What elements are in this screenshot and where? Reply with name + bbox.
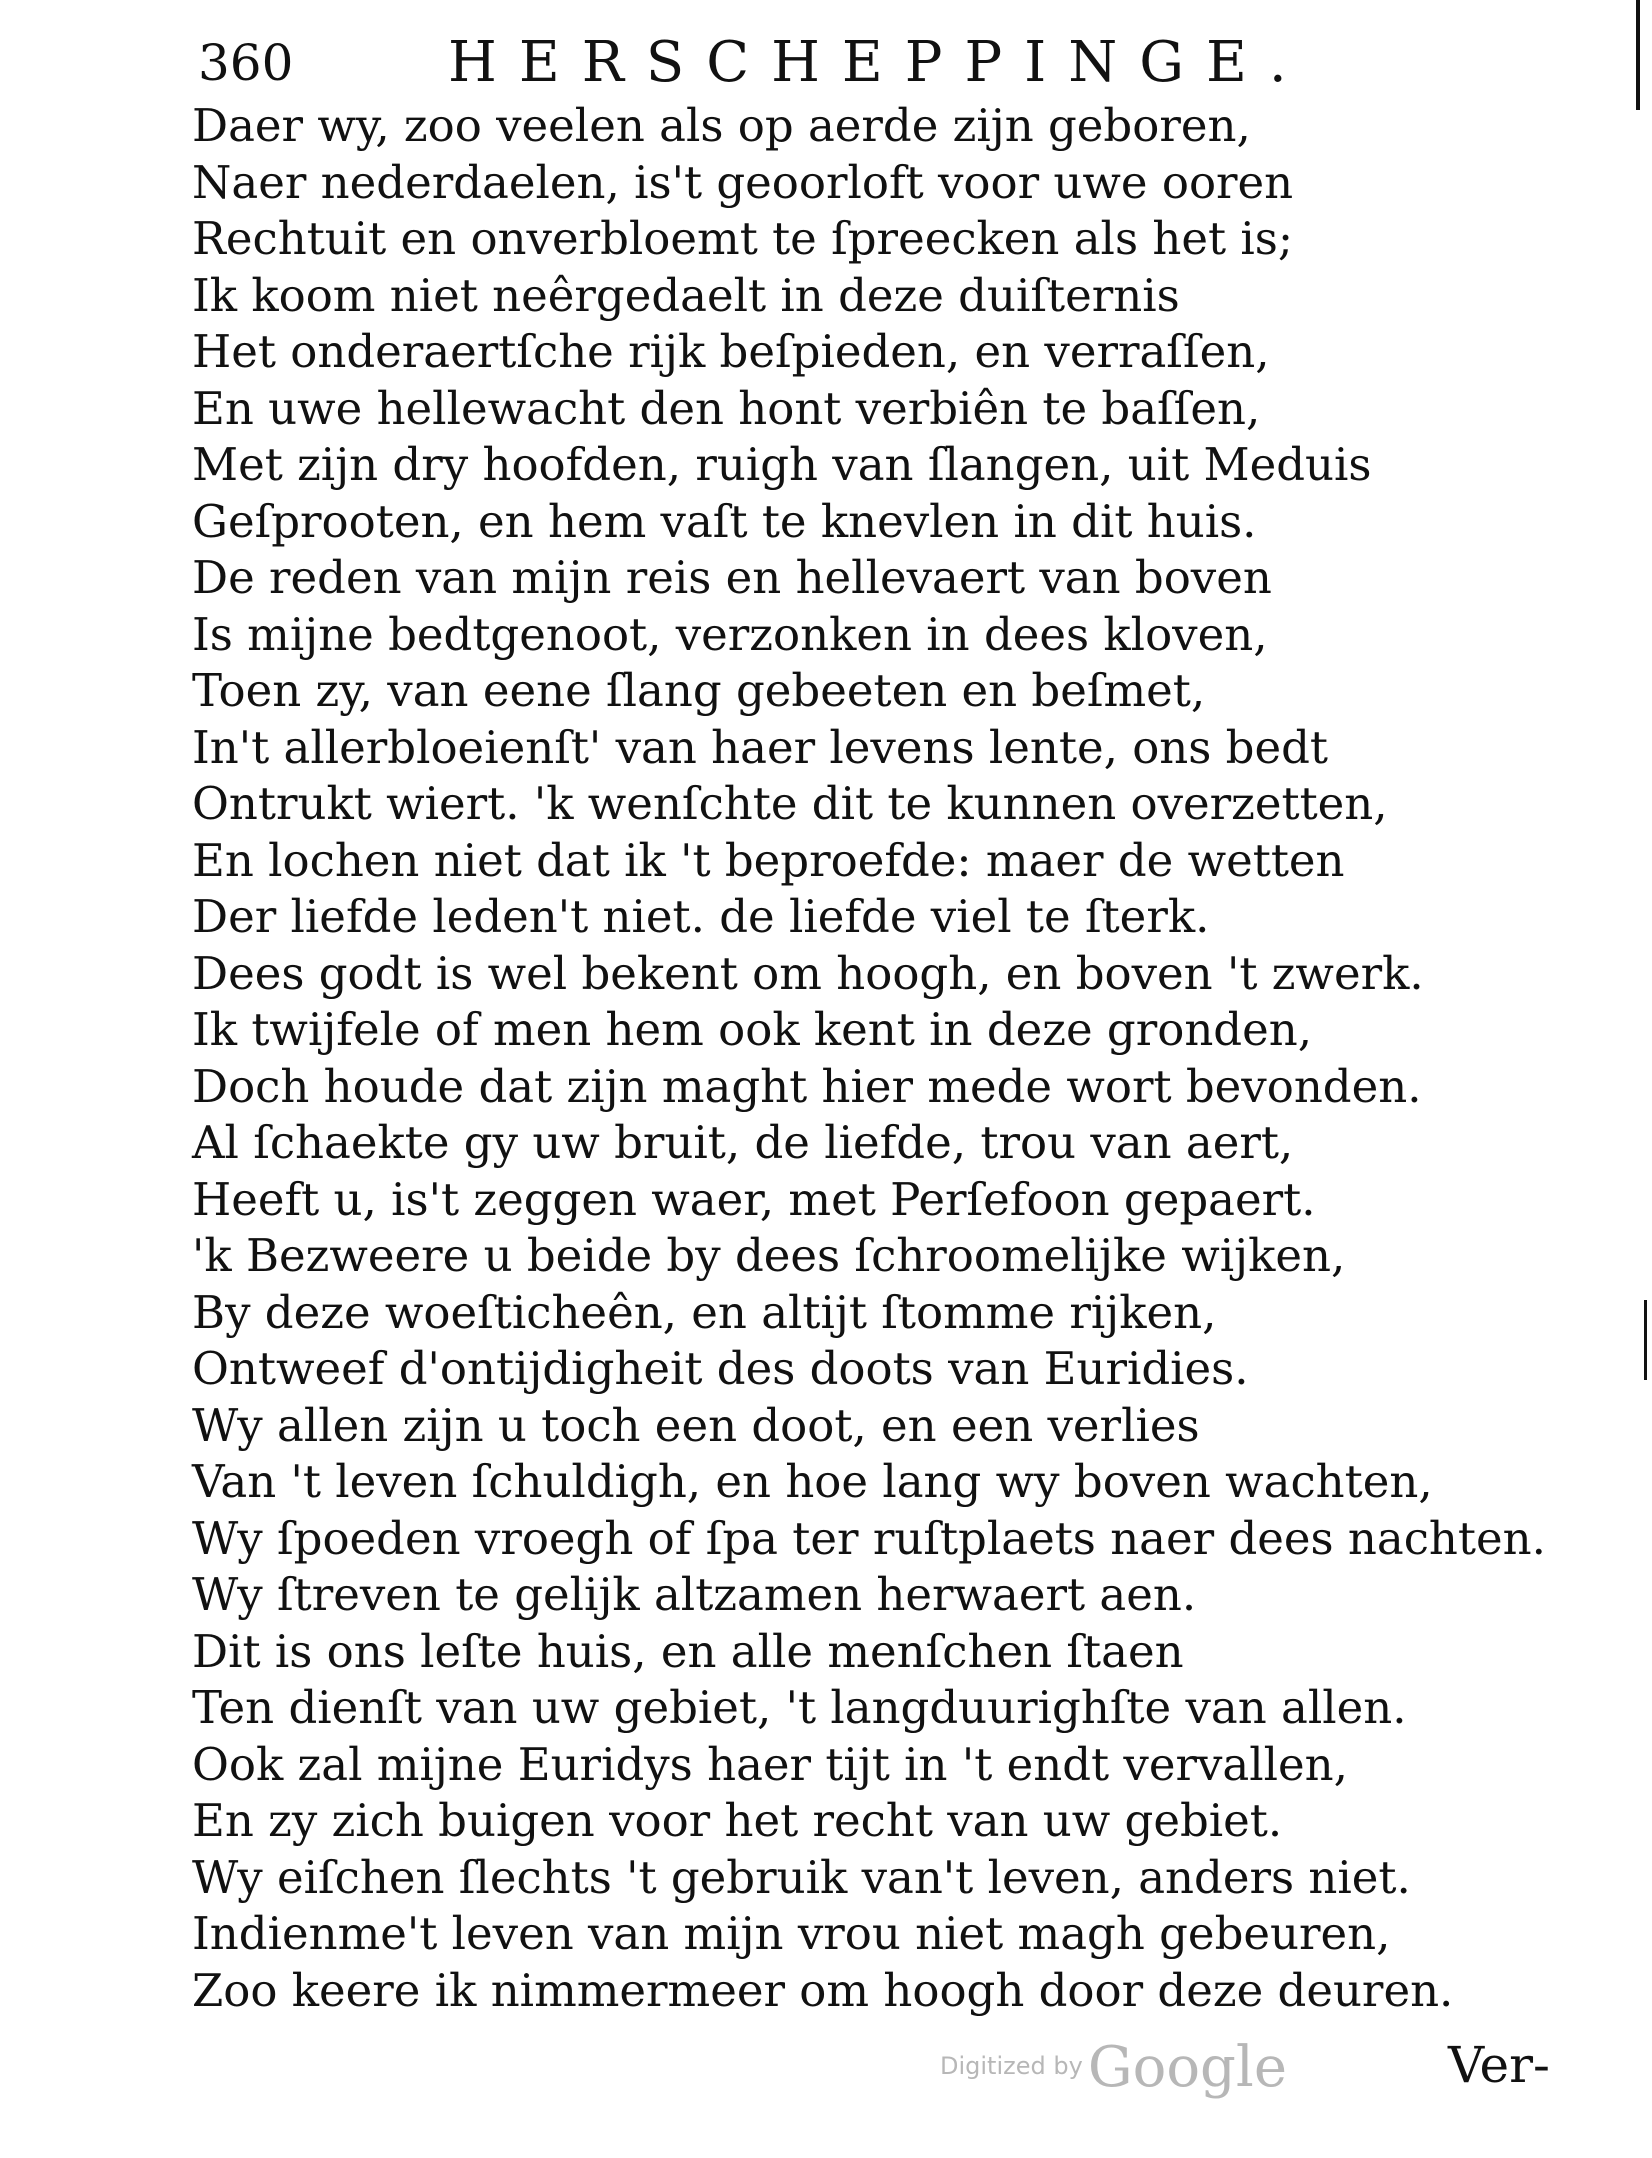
verse-line: Van 't leven ſchuldigh, en hoe lang wy boven wachten,: [192, 1455, 1433, 1508]
verse-line: Het onderaertſche rijk beſpieden, en verraſſen,: [192, 325, 1270, 378]
digitized-watermark: [940, 2035, 1287, 2100]
verse-line: Toen zy, van eene ſlang gebeeten en beſmet,: [192, 664, 1206, 717]
verse-line: Wy eiſchen ſlechts 't gebruik van't leven, anders niet.: [192, 1850, 1411, 1904]
verse-line: Dees godt is wel bekent om hoogh, en boven 't zwerk.: [192, 946, 1424, 1000]
verse-line: Doch houde dat zijn maght hier mede wort bevonden.: [192, 1059, 1422, 1113]
verse-line: Zoo keere ik nimmermeer om hoogh door deze deuren.: [192, 1963, 1454, 2017]
verse-line: 'k Bezweere u beide by dees ſchroomelijke wijken,: [192, 1229, 1346, 1282]
verse-line: Ook zal mijne Euridys haer tijt in 't endt vervallen,: [192, 1737, 1348, 1791]
verse-line: Is mijne bedtgenoot, verzonken in dees kloven,: [192, 607, 1268, 661]
verse-line: Naer nederdaelen, is't geoorloft voor uwe ooren: [192, 155, 1294, 209]
verse-line: De reden van mijn reis en hellevaert van boven: [192, 551, 1272, 604]
verse-line: Heeft u, is't zeggen waer, met Perſefoon gepaert.: [192, 1172, 1316, 1226]
catchword: Ver-: [1448, 2036, 1550, 2094]
verse-line: In't allerbloeienſt' van haer levens lente, ons bedt: [192, 720, 1328, 774]
running-title: HERSCHEPPINGE.: [448, 30, 1309, 95]
page-header: [198, 28, 1348, 98]
verse-list: [192, 98, 1612, 2019]
verse-line: Ontrukt wiert. 'k wenſchte dit te kunnen overzetten,: [192, 777, 1388, 830]
watermark-prefix: Digitized by: [940, 2052, 1083, 2080]
verse-line: Wy allen zijn u toch een doot, en een verlies: [192, 1398, 1200, 1452]
verse-line: Ik twijfele of men hem ook kent in deze gronden,: [192, 1003, 1313, 1056]
page-edge-mark: [1644, 1300, 1647, 1380]
verse-line: Rechtuit en onverbloemt te ſpreecken als het is;: [192, 212, 1293, 265]
verse-line: Daer wy, zoo veelen als op aerde zijn geboren,: [192, 99, 1251, 152]
page-edge-mark: [1636, 0, 1640, 110]
verse-line: Ik koom niet neêrgedaelt in deze duiſternis: [192, 268, 1180, 322]
verse-line: Ten dienſt van uw gebiet, 't langduurighſte van allen.: [192, 1681, 1407, 1734]
verse-line: En lochen niet dat ik 't beproefde: maer de wetten: [192, 833, 1345, 887]
verse-line: Wy ſtreven te gelijk altzamen herwaert aen.: [192, 1568, 1197, 1621]
page-number: 360: [198, 34, 294, 92]
verse-line: By deze woeſticheên, en altijt ſtomme rijken,: [192, 1285, 1217, 1339]
verse-line: Al ſchaekte gy uw bruit, de liefde, trou van aert,: [192, 1116, 1294, 1169]
verse-line: Ontweef d'ontijdigheit des doots van Euridies.: [192, 1342, 1249, 1395]
watermark-logo: Google: [1087, 2035, 1287, 2100]
verse-line: Wy ſpoeden vroegh of ſpa ter ruſtplaets naer dees nachten.: [192, 1511, 1546, 1565]
verse-line: Geſprooten, en hem vaſt te knevlen in dit huis.: [192, 494, 1257, 548]
verse-line: Met zijn dry hoofden, ruigh van ſlangen, uit Meduis: [192, 438, 1372, 491]
verse-line: En zy zich buigen voor het recht van uw gebiet.: [192, 1794, 1283, 1847]
verse-line: Dit is ons leſte huis, en alle menſchen ſtaen: [192, 1624, 1184, 1678]
verse-line: Indienme't leven van mijn vrou niet magh gebeuren,: [192, 1907, 1391, 1960]
verse-line: Der liefde leden't niet. de liefde viel te ſterk.: [192, 890, 1210, 943]
verse-line: En uwe hellewacht den hont verbiên te baſſen,: [192, 381, 1261, 435]
